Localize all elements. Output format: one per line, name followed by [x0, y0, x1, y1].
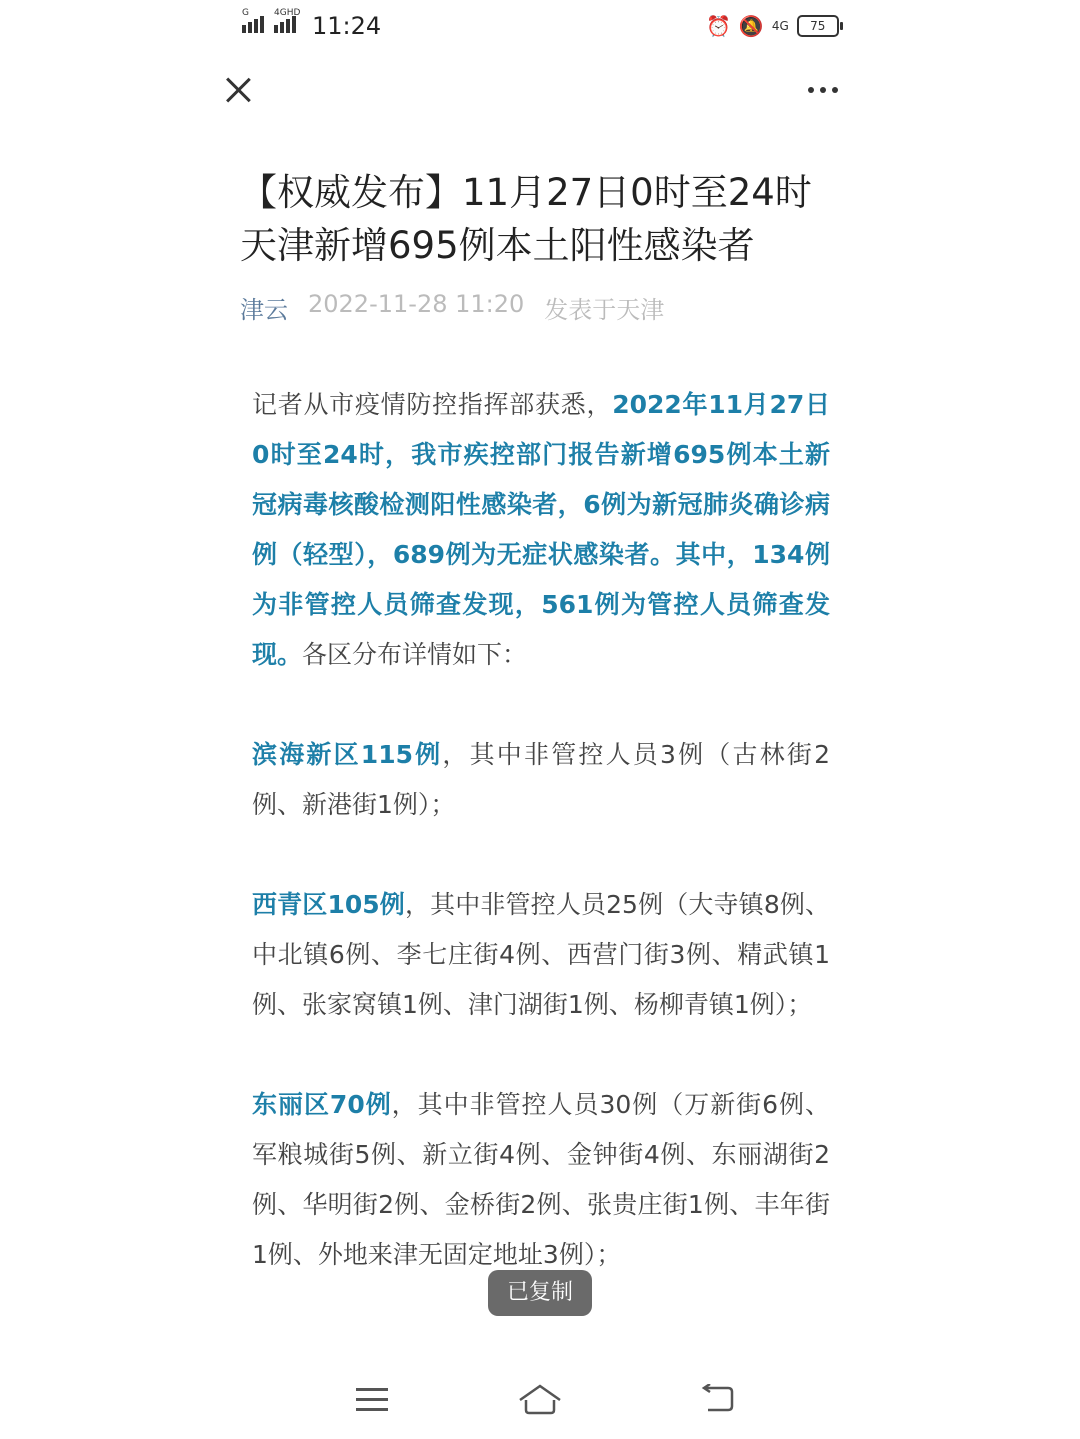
- highlighted-text: 2022年11月27日0时至24时，我市疾控部门报告新增695例本土新冠病毒核酸检测阳性感染者，6例为新冠肺炎确诊病例（轻型），689例为无症状感染者。其中，134例为非管控人员筛查发现，561例为管控人员筛查发现。: [252, 390, 830, 669]
- more-icon[interactable]: [808, 80, 852, 100]
- article-meta: [240, 290, 664, 325]
- system-nav-bar: [0, 1368, 1080, 1439]
- paragraph-text: ，其中非管控人员25例（大寺镇8例、中北镇6例、李七庄街4例、西营门街3例、精武镇1例、张家窝镇1例、津门湖街1例、杨柳青镇1例）；: [252, 890, 830, 1019]
- sim2-label: 4GHD: [274, 8, 301, 18]
- status-bar: [0, 0, 1080, 56]
- highlighted-text: 东丽区70例: [252, 1090, 392, 1119]
- paragraph-text: 各区分布详情如下：: [302, 640, 528, 669]
- article-datetime: 2022-11-28 11:20: [308, 290, 525, 318]
- article-title: 【权威发布】11月27日0时至24时天津新增695例本土阳性感染者: [240, 171, 812, 267]
- close-icon[interactable]: [220, 72, 256, 108]
- paragraph-text: 记者从市疫情防控指挥部获悉，: [252, 390, 613, 419]
- paragraph-binhai: [252, 730, 830, 830]
- menu-icon[interactable]: [356, 1388, 388, 1412]
- paragraph-text: ，其中非管控人员30例（万新街6例、军粮城街5例、新立街4例、金钟街4例、东丽湖街2例、华明街2例、金桥街2例、张贵庄街1例、丰年街1例、外地来津无固定地址3例）；: [252, 1090, 830, 1269]
- paragraph-intro: [252, 380, 830, 680]
- paragraph-xiqing: [252, 880, 830, 1030]
- network-icon: 4G: [771, 19, 789, 33]
- article-body: [252, 380, 830, 1358]
- alarm-icon: ⏰: [706, 14, 731, 38]
- copied-toast: 已复制: [488, 1270, 592, 1316]
- home-icon[interactable]: [516, 1382, 564, 1416]
- signal-icon: [242, 8, 301, 33]
- back-icon[interactable]: [700, 1384, 736, 1414]
- paragraph-dongli: [252, 1080, 830, 1280]
- mute-icon: 🔕: [738, 14, 764, 38]
- highlighted-text: 滨海新区115例: [252, 740, 443, 769]
- article-author[interactable]: 津云: [240, 296, 288, 324]
- sim1-label: G: [242, 8, 249, 18]
- top-nav-bar: [0, 60, 1080, 124]
- highlighted-text: 西青区105例: [252, 890, 405, 919]
- article-location: 发表于天津: [544, 296, 665, 324]
- battery-icon: 75: [797, 15, 839, 37]
- clock: 11:24: [312, 12, 382, 40]
- paragraph-text: ，其中非管控人员3例（古林街2例、新港街1例）；: [252, 740, 830, 819]
